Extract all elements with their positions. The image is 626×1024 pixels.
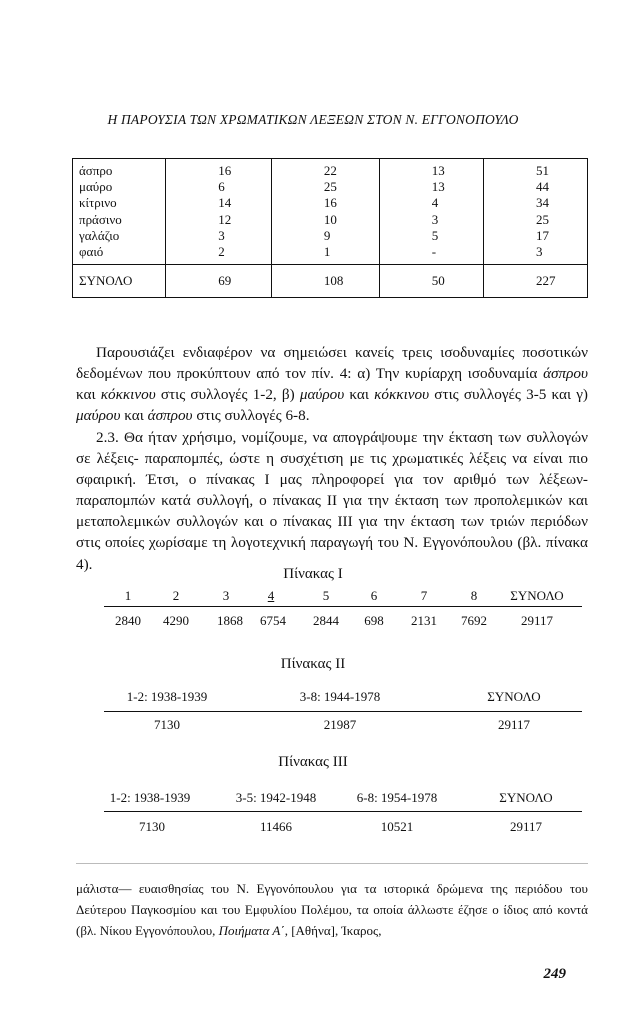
column-3 — [379, 159, 483, 265]
table3-value: 10521 — [380, 819, 414, 834]
color-count: 14 — [218, 195, 232, 211]
running-header: Η ΠΑΡΟΥΣΙΑ ΤΩΝ ΧΡΩΜΑΤΙΚΩΝ ΛΕΞΕΩΝ ΣΤΟΝ Ν. ΕΓΓΟΝΟΠΟΥΛΟ — [107, 112, 519, 127]
table3-value: 7130 — [139, 819, 165, 834]
table2-value: 7130 — [154, 717, 180, 732]
column-1 — [166, 159, 272, 265]
table1-header: 1 — [124, 588, 132, 603]
table-2-rule — [104, 711, 582, 712]
table1-value: 29117 — [520, 613, 554, 628]
table3-value: 11466 — [259, 819, 293, 834]
color-names-column — [73, 159, 166, 265]
p1-text-7: στις συλλογές 6-8. — [192, 407, 310, 425]
table2-value: 21987 — [323, 717, 357, 732]
color-count: 3 — [536, 244, 543, 260]
footnote — [76, 878, 588, 941]
p1-text-4: και — [344, 386, 375, 404]
table1-header: 7 — [420, 588, 428, 603]
table2-header: 1-2: 1938-1939 — [126, 689, 208, 704]
footnote-italic: Ποιήματα Α΄ — [218, 923, 285, 938]
table-3-caption: Πίνακας ΙΙΙ — [278, 754, 348, 770]
table1-value: 1868 — [217, 613, 243, 628]
color-count: 10 — [323, 211, 337, 227]
column-2 — [271, 159, 379, 265]
color-name: γαλάζιο — [79, 227, 120, 243]
table2-header: 3-8: 1944-1978 — [299, 689, 381, 704]
paragraph-1 — [76, 342, 588, 426]
paragraph-2: 2.3. Θα ήταν χρήσιμο, νομίζουμε, να απογράψουμε την έκταση των συλλογών σε λέξεις- παραπομπές, ώστε η συσχέτιση με τις χρωματικές λέξεις να είναι πιο σφαιρική. Έτσι, ο πίνακας Ι μας πληροφορεί για τον αριθμό των λέξεων- παραπομπών κατά συλλογή, ο πίνακας ΙΙ για την έκταση των προπολεμικών και μεταπολεμικών συλλογών και ο πίνακας ΙΙΙ για την έκταση των τριών περιόδων στις οποίες χωρίσαμε τη λογοτεχνική παραγωγή του Ν. Εγγονόπουλου (βλ. πίνακα 4). — [76, 429, 588, 573]
color-name: μαύρο — [79, 179, 113, 195]
table1-header: ΣΥΝΟΛΟ — [510, 588, 564, 603]
color-words-table — [72, 158, 588, 298]
total-3: 50 — [379, 265, 483, 298]
color-count: 1 — [323, 244, 331, 260]
p1-italic-3: μαύρου — [299, 386, 345, 404]
total-grand: 227 — [484, 265, 588, 298]
color-count: 44 — [536, 179, 549, 195]
table1-header: 6 — [370, 588, 378, 603]
table1-header: 5 — [322, 588, 330, 603]
table3-header: 3-5: 1942-1948 — [235, 790, 317, 805]
color-count: 3 — [431, 211, 439, 227]
table3-value: 29117 — [509, 819, 543, 834]
color-count: 16 — [323, 195, 337, 211]
footnote-text-1: μάλιστα— ευαισθησίας του Ν. Εγγονόπουλου για τα ιστορικά δρώμενα της περιόδου του Δεύτερου Παγκοσμίου και του Εμφυλίου Πολέμου, τα οποία άλλωστε έζησε ο ίδιος από κοντά (βλ. Νίκου Εγγονόπουλου, — [76, 881, 588, 938]
color-count: 25 — [323, 179, 337, 195]
table1-header: 2 — [172, 588, 180, 603]
color-count: 5 — [431, 227, 439, 243]
table1-header: 4 — [267, 588, 275, 603]
color-count: - — [431, 244, 437, 260]
color-count: 9 — [323, 227, 331, 243]
color-count: 13 — [431, 163, 445, 178]
table1-header: 8 — [470, 588, 478, 603]
color-table-body — [73, 159, 588, 265]
p1-text-1: Παρουσιάζει ενδιαφέρον να σημειώσει κανείς τρεις ισοδυναμίες ποσοτικών δεδομένων που προκύπτουν από τον πίν. 4: α) Την κυρίαρχη ισοδυναμία — [76, 344, 588, 383]
color-count: 17 — [536, 227, 549, 243]
color-count: 34 — [536, 195, 549, 211]
color-count: 13 — [431, 179, 445, 195]
page-number: 249 — [543, 966, 566, 982]
footnote-separator — [76, 863, 588, 864]
table-3-rule — [104, 811, 582, 812]
table3-header: 1-2: 1938-1939 — [109, 790, 191, 805]
total-2: 108 — [271, 265, 379, 298]
total-label: ΣΥΝΟΛΟ — [73, 265, 166, 298]
color-name: πράσινο — [79, 211, 122, 227]
table1-value: 2844 — [313, 613, 339, 628]
table2-header: ΣΥΝΟΛΟ — [487, 689, 541, 704]
p1-italic-5: μαύρου — [76, 407, 121, 425]
color-count: 12 — [218, 211, 232, 227]
p1-text-5: στις συλλογές 3-5 και γ) — [429, 386, 588, 404]
table-1-rule — [104, 606, 582, 607]
p1-italic-2: κόκκινου — [100, 386, 156, 404]
color-count: 6 — [218, 179, 225, 195]
color-count: 22 — [323, 163, 337, 178]
color-count: 4 — [431, 195, 439, 211]
p1-italic-6: άσπρου — [147, 407, 193, 425]
table-1-caption: Πίνακας Ι — [283, 566, 343, 582]
table3-header: ΣΥΝΟΛΟ — [499, 790, 553, 805]
total-1: 69 — [166, 265, 272, 298]
table1-value: 2840 — [115, 613, 141, 628]
table2-value: 29117 — [497, 717, 531, 732]
table-2-caption: Πίνακας ΙΙ — [280, 656, 346, 672]
table1-header: 3 — [222, 588, 230, 603]
color-count: 3 — [218, 227, 225, 243]
table1-value: 4290 — [163, 613, 189, 628]
column-total — [484, 159, 588, 265]
color-count: 25 — [536, 211, 549, 227]
p1-text-2: και — [76, 386, 101, 404]
color-count: 2 — [218, 244, 225, 260]
color-count: 16 — [218, 163, 232, 178]
p1-text-6: και — [120, 407, 148, 425]
color-count: 51 — [536, 163, 549, 178]
p1-italic-1: άσπρου — [543, 365, 588, 383]
table1-value: 2131 — [411, 613, 437, 628]
color-name: φαιό — [79, 244, 104, 260]
color-name: κίτρινο — [79, 195, 117, 211]
table3-header: 6-8: 1954-1978 — [356, 790, 438, 805]
footnote-text-2: , [Αθήνα], Ίκαρος, — [284, 923, 382, 938]
color-name: άσπρο — [79, 163, 113, 178]
table1-value: 698 — [364, 613, 384, 628]
p1-italic-4: κόκκινου — [374, 386, 430, 404]
color-table-total-row — [73, 265, 588, 298]
p1-text-3: στις συλλογές 1-2, β) — [155, 386, 300, 404]
table1-value: 6754 — [260, 613, 286, 628]
table1-value: 7692 — [461, 613, 487, 628]
